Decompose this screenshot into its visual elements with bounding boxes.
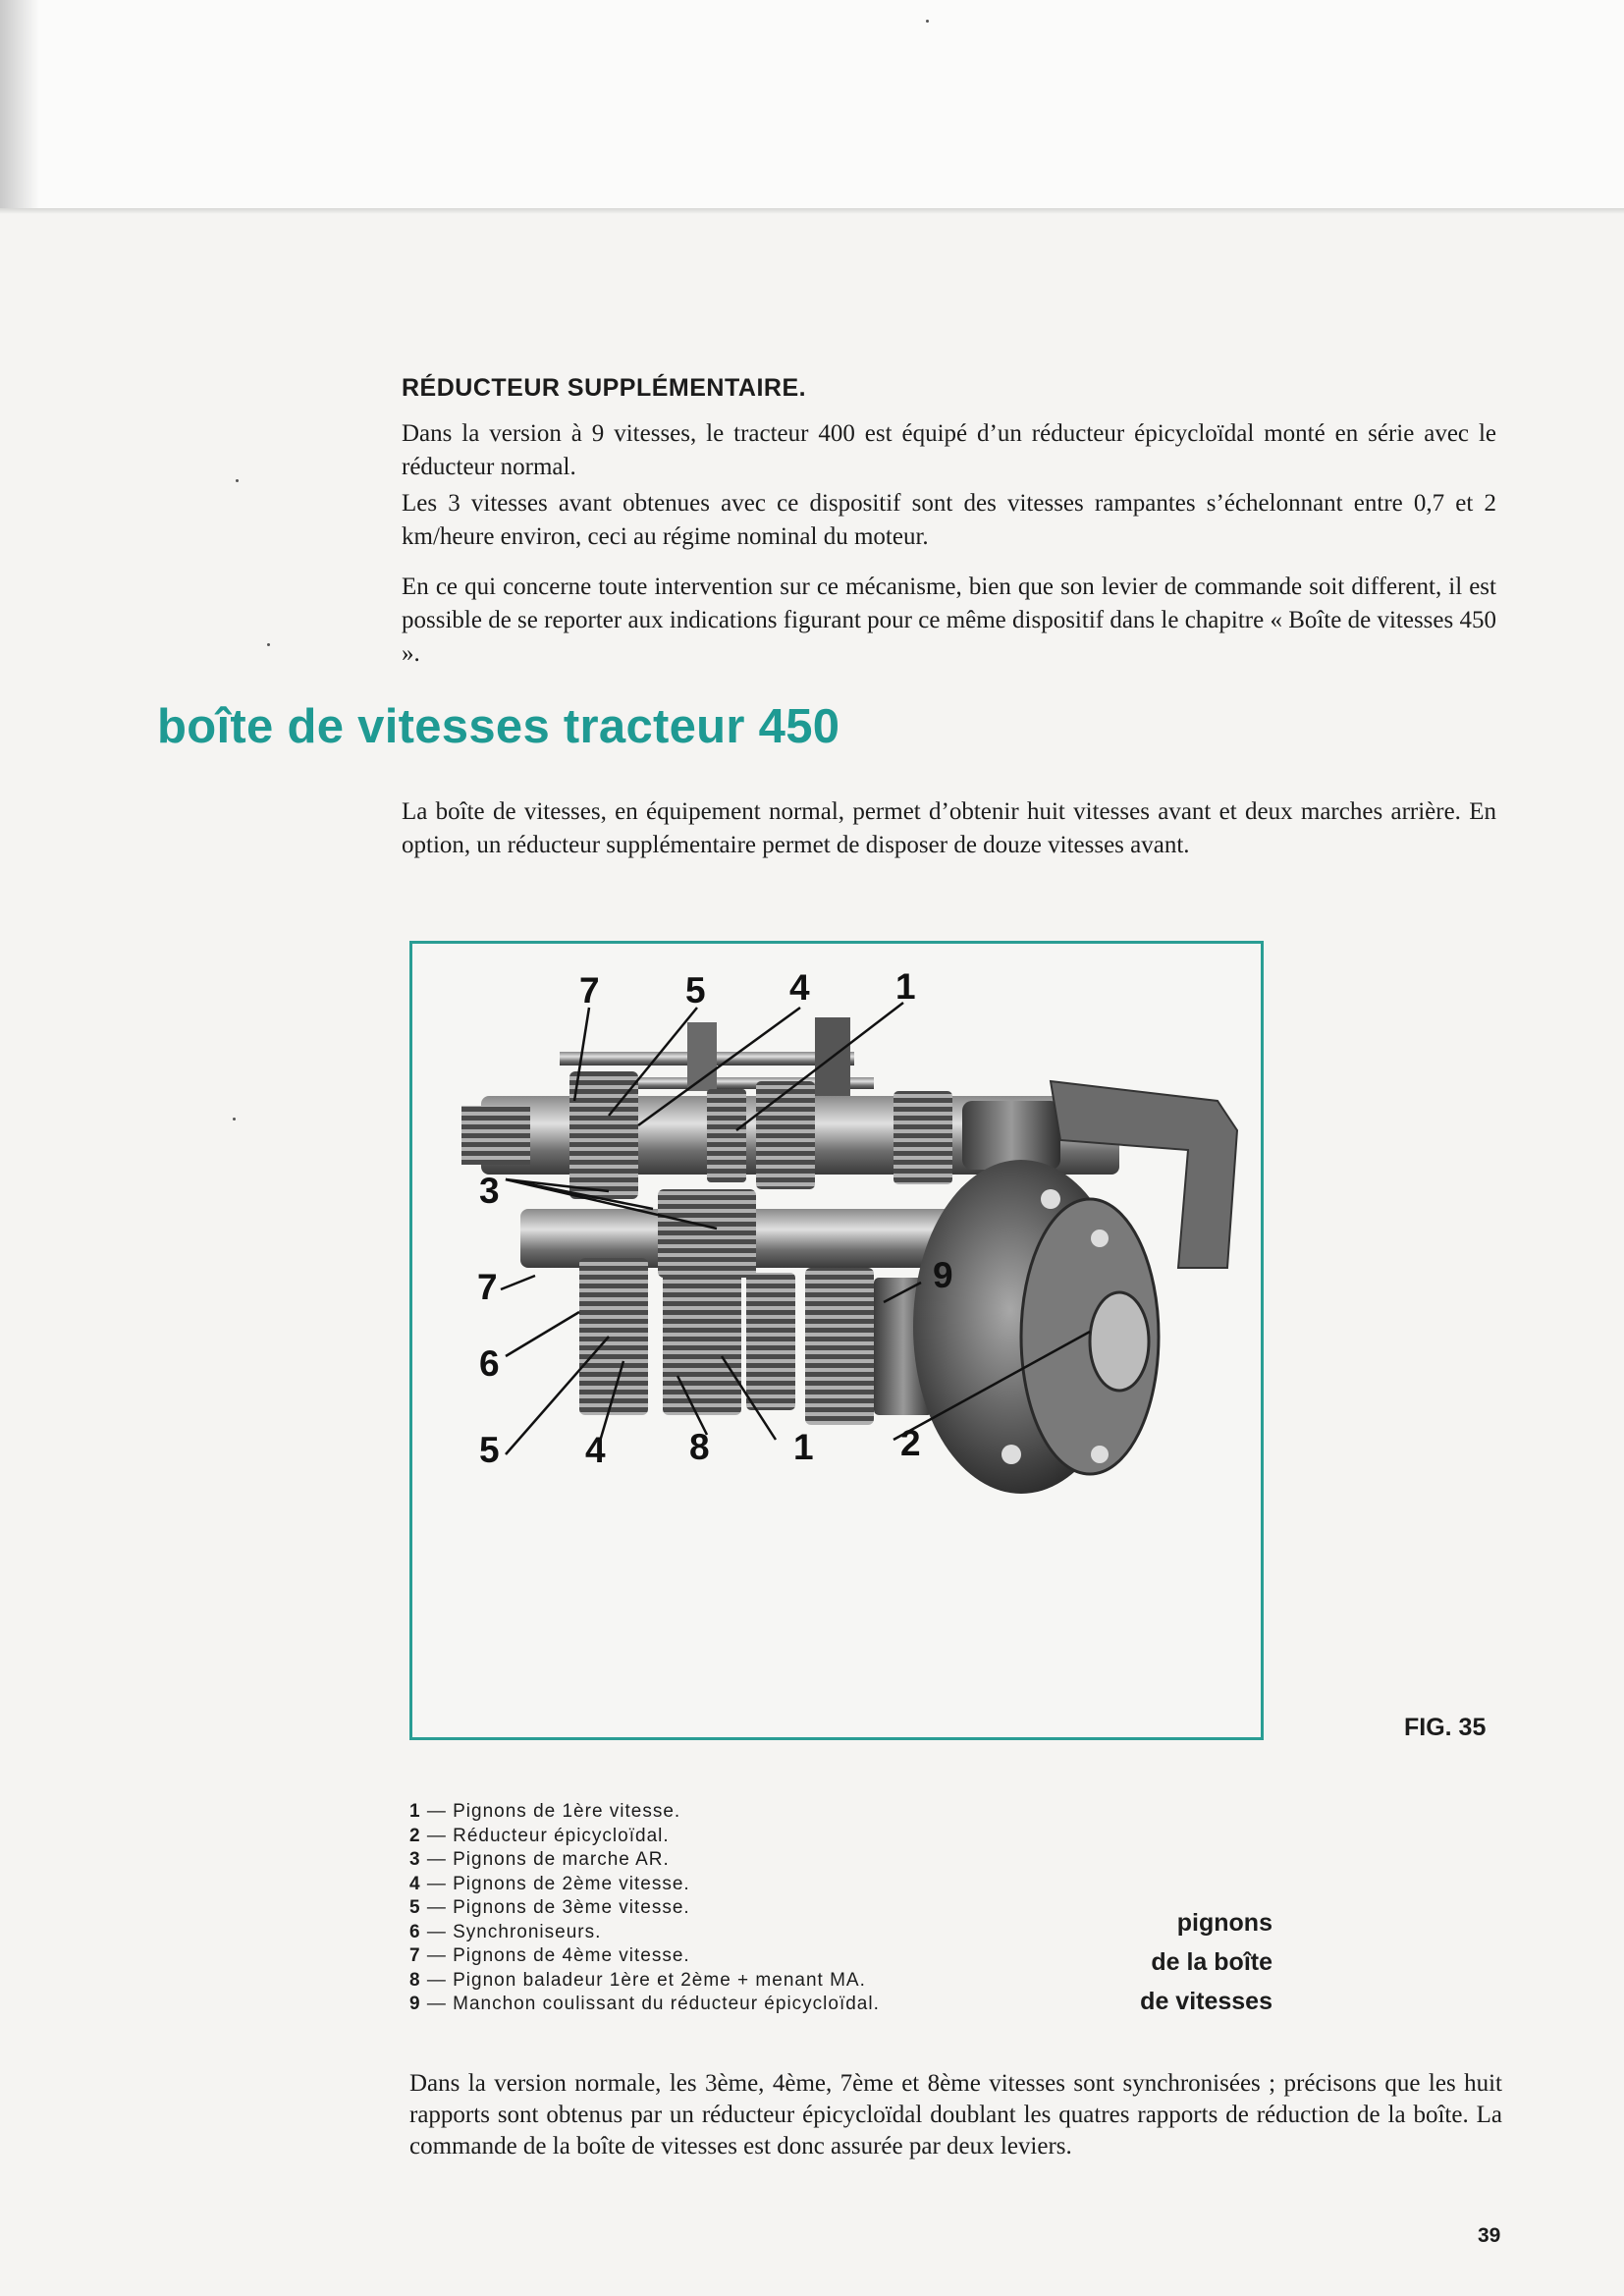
legend-number: 6 [409, 1921, 421, 1942]
legend-number: 1 [409, 1801, 421, 1822]
legend-text: — Réducteur épicycloïdal. [426, 1825, 670, 1846]
legend-number: 3 [409, 1849, 421, 1870]
paragraph-version-9-vitesses: Dans la version à 9 vitesses, le tracteur 400 est équipé d’un réducteur épicycloïdal monté en série avec le réducteur normal. [402, 420, 1496, 480]
figure-label: FIG. 35 [1404, 1714, 1487, 1741]
section-heading: RÉDUCTEUR SUPPLÉMENTAIRE. [402, 374, 807, 402]
chapter-intro: La boîte de vitesses, en équipement normal, permet d’obtenir huit vitesses avant et deux marches arrière. En option, un réducteur supplémentaire permet de disposer de douze vitesses avant. [402, 798, 1496, 858]
gear-1st [893, 1091, 952, 1184]
callout-9: 9 [933, 1255, 953, 1295]
legend-text: — Synchroniseurs. [426, 1921, 602, 1942]
gear-2nd [756, 1081, 815, 1189]
caption-line: pignons [1176, 1909, 1272, 1937]
callout-8-bottom: 8 [689, 1427, 710, 1467]
caption-line: de vitesses [1140, 1988, 1272, 2015]
gear-3rd [707, 1089, 746, 1182]
scan-speck [926, 20, 929, 23]
gear-reverse [658, 1189, 756, 1278]
callout-7-top: 7 [579, 970, 600, 1011]
gearbox-illustration [412, 944, 1261, 1737]
legend-item [409, 1921, 880, 1945]
legend-item [409, 1896, 880, 1921]
bolt [1091, 1230, 1109, 1247]
gearbox-figure [409, 941, 1264, 1740]
legend-text: — Pignons de 2ème vitesse. [426, 1873, 690, 1894]
splined-input [461, 1106, 530, 1165]
legend-number: 8 [409, 1969, 421, 1991]
legend-item [409, 1848, 880, 1873]
callout-5-top: 5 [685, 970, 706, 1011]
gear-2nd-lower [746, 1273, 795, 1410]
legend-item [409, 1969, 880, 1994]
legend-text: — Pignons de 3ème vitesse. [426, 1897, 690, 1918]
selector-fork [687, 1022, 717, 1091]
scan-speck [267, 643, 270, 646]
callout-1-bottom: 1 [793, 1427, 814, 1467]
page-edge [0, 208, 1624, 214]
legend-item [409, 1944, 880, 1969]
figure-caption [1041, 1903, 1272, 2021]
callout-2-bottom: 2 [900, 1423, 921, 1463]
legend-number: 4 [409, 1873, 421, 1894]
scan-speck [236, 479, 239, 482]
selector-fork [815, 1017, 850, 1106]
bolt [1001, 1445, 1021, 1464]
paragraph-intervention: En ce qui concerne toute intervention sur ce mécanisme, bien que son levier de commande soit different, il est possible de se reporter aux indications figurant pour ce même dispositif dans le chapitre « Boîte de vitesses 450 ». [402, 574, 1496, 667]
legend-item [409, 1800, 880, 1825]
sliding-sleeve [1090, 1292, 1149, 1391]
scan-shadow [0, 0, 39, 211]
callout-4-bottom: 4 [585, 1430, 606, 1470]
chapter-title: boîte de vitesses tracteur 450 [157, 700, 840, 753]
legend-text: — Manchon coulissant du réducteur épicycloïdal. [426, 1994, 880, 2014]
legend-number: 5 [409, 1897, 421, 1918]
legend-number: 7 [409, 1945, 421, 1966]
legend-number: 2 [409, 1825, 421, 1846]
callout-4-top: 4 [789, 967, 810, 1008]
callout-5-bottom: 5 [479, 1430, 500, 1470]
gear-1st-lower [805, 1268, 874, 1425]
legend-text: — Pignon baladeur 1ère et 2ème + menant MA. [426, 1969, 866, 1991]
callout-3: 3 [479, 1171, 500, 1211]
callout-1-top: 1 [895, 966, 916, 1007]
legend-text: — Pignons de marche AR. [426, 1849, 670, 1870]
figure-legend [409, 1800, 880, 2017]
bolt [1091, 1446, 1109, 1463]
legend-text: — Pignons de 4ème vitesse. [426, 1945, 690, 1966]
callout-7-left: 7 [477, 1267, 498, 1307]
legend-text: — Pignons de 1ère vitesse. [426, 1801, 681, 1822]
bearing [962, 1101, 1060, 1170]
callout-6: 6 [479, 1343, 500, 1384]
page-number: 39 [1478, 2224, 1501, 2247]
legend-item [409, 1993, 880, 2017]
page-top-margin [0, 0, 1624, 211]
legend-item [409, 1873, 880, 1897]
gear-3rd-lower [663, 1268, 741, 1415]
bolt [1041, 1189, 1060, 1209]
legend-number: 9 [409, 1994, 421, 2014]
scan-speck [233, 1118, 236, 1121]
paragraph-vitesses-rampantes: Les 3 vitesses avant obtenues avec ce dispositif sont des vitesses rampantes s’échelonnant entre 0,7 et 2 km/heure environ, ceci au régime nominal du moteur. [402, 490, 1496, 550]
legend-item [409, 1825, 880, 1849]
conclusion-paragraph: Dans la version normale, les 3ème, 4ème, 7ème et 8ème vitesses sont synchronisées ; précisons que les huit rapports sont obtenus par un réducteur épicycloïdal doublant les quatres rapports de réduction de la boîte. La commande de la boîte de vitesses est donc assurée par deux leviers. [409, 2070, 1502, 2159]
caption-line: de la boîte [1151, 1948, 1272, 1976]
